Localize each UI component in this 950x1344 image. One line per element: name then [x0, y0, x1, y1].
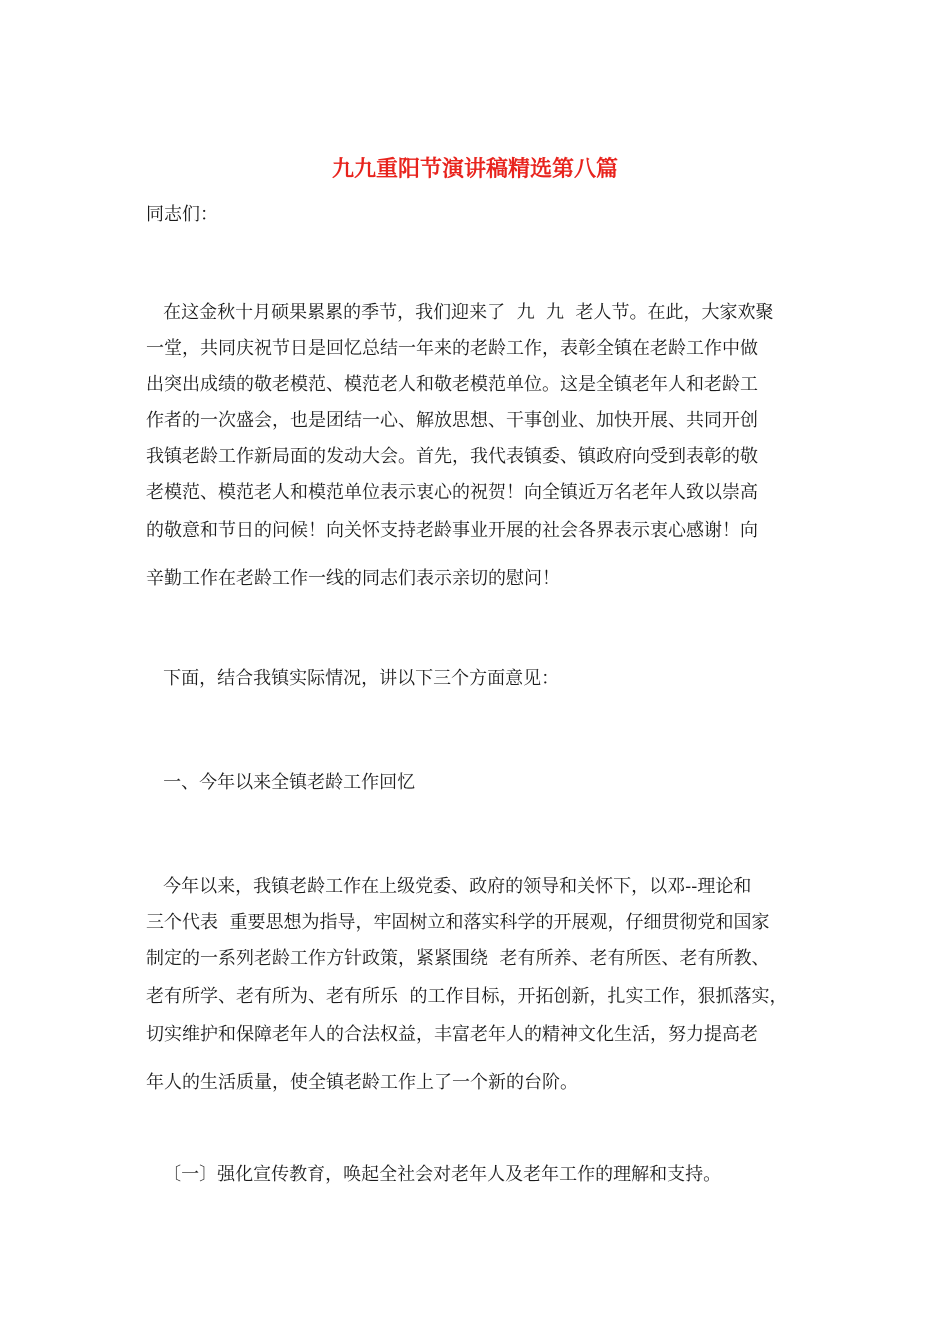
- paragraph-line: 的敬意和节日的问候！向关怀支持老龄事业开展的社会各界表示衷心感谢！向: [146, 520, 758, 541]
- paragraph-line: 作者的一次盛会，也是团结一心、解放思想、干事创业、加快开展、共同开创: [146, 410, 758, 431]
- paragraph-line: 今年以来，我镇老龄工作在上级党委、政府的领导和关怀下，以邓--理论和: [146, 876, 752, 897]
- document-title: 九九重阳节演讲稿精选第八篇: [331, 156, 618, 182]
- paragraph-line: 一堂，共同庆祝节日是回忆总结一年来的老龄工作，表彰全镇在老龄工作中做: [146, 338, 758, 359]
- paragraph-line: 在这金秋十月硕果累累的季节，我们迎来了 九 九 老人节。在此，大家欢聚: [146, 302, 774, 323]
- paragraph-line: 切实维护和保障老年人的合法权益，丰富老年人的精神文化生活，努力提高老: [146, 1024, 758, 1045]
- paragraph-line: 年人的生活质量，使全镇老龄工作上了一个新的台阶。: [146, 1072, 578, 1093]
- paragraph-line: 出突出成绩的敬老模范、模范老人和敬老模范单位。这是全镇老年人和老龄工: [146, 374, 758, 395]
- paragraph-intro: 下面，结合我镇实际情况，讲以下三个方面意见：: [146, 668, 560, 689]
- salutation: 同志们：: [146, 204, 218, 225]
- paragraph-line: 三个代表 重要思想为指导，牢固树立和落实科学的开展观，仔细贯彻党和国家: [146, 912, 770, 933]
- paragraph-line: 我镇老龄工作新局面的发动大会。首先，我代表镇委、镇政府向受到表彰的敬: [146, 446, 758, 467]
- paragraph-line: 辛勤工作在老龄工作一线的同志们表示亲切的慰问！: [146, 568, 560, 589]
- subsection-heading: 〔一〕强化宣传教育，唤起全社会对老年人及老年工作的理解和支持。: [146, 1164, 722, 1185]
- section-heading: 一、今年以来全镇老龄工作回忆: [146, 772, 416, 793]
- paragraph-line: 老有所学、老有所为、老有所乐 的工作目标，开拓创新，扎实工作，狠抓落实，: [146, 986, 788, 1007]
- paragraph-line: 制定的一系列老龄工作方针政策，紧紧围绕 老有所养、老有所医、老有所教、: [146, 948, 770, 969]
- paragraph-line: 老模范、模范老人和模范单位表示衷心的祝贺！向全镇近万名老年人致以崇高: [146, 482, 758, 503]
